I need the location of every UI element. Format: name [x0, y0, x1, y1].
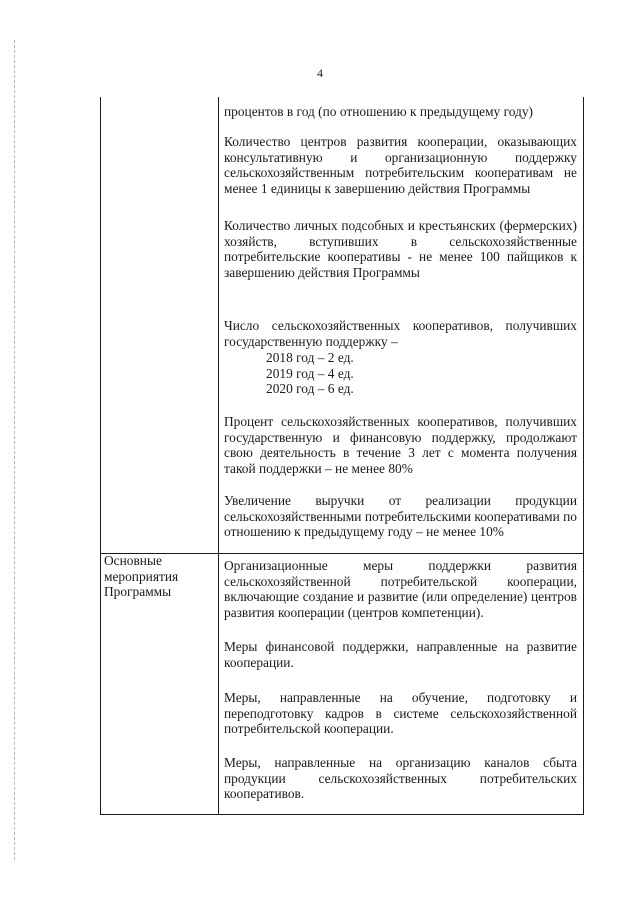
table-border-right	[583, 97, 584, 815]
measure-sales-channels: Меры, направленные на организацию каналов сбыта продукции сельскохозяйственных потребительских кооперативов.	[224, 755, 577, 802]
scan-edge-artifact	[14, 40, 16, 860]
target-revenue-growth: Увеличение выручки от реализации продукции сельскохозяйственными потребительскими кооперативами по отношению к предыдущему году – не менее 10%	[224, 493, 577, 540]
target-continuation-line: процентов в год (по отношению к предыдущему году)	[224, 104, 534, 119]
target-supported-coops-intro: Число сельскохозяйственных кооперативов, получивших государственную поддержку –	[224, 318, 577, 349]
target-cooperation-centers: Количество центров развития кооперации, оказывающих консультативную и организационную поддержку сельскохозяйственным потребительским кооперативам не менее 1 единицы к завершению действия Программы	[224, 134, 577, 196]
target-coops-survival-percent: Процент сельскохозяйственных кооперативов, получивших государственную и финансовую поддержку, продолжают свою деятельность в течение 3 лет с момента получения такой поддержки – не менее 80%	[224, 414, 577, 476]
target-year-2019: 2019 год – 4 ед.	[266, 366, 354, 381]
measure-organizational: Организационные меры поддержки развития сельскохозяйственной потребительской кооперации, включающие создание и развитие (или определение) центров развития кооперации (центров компетенции).	[224, 558, 577, 620]
main-activities-label-line: мероприятия	[104, 568, 179, 584]
main-activities-label-line: Программы	[104, 584, 172, 600]
page-number: 4	[317, 66, 323, 80]
table-border-bottom	[100, 814, 583, 815]
main-activities-label	[104, 553, 212, 600]
main-activities-label-line: Основные	[104, 553, 162, 568]
table-border-left	[100, 97, 101, 815]
target-households-joined: Количество личных подсобных и крестьянских (фермерских) хозяйств, вступивших в сельскохозяйственные потребительские кооперативы - не менее 100 пайщиков к завершению действия Программы	[224, 218, 577, 280]
target-year-2020: 2020 год – 6 ед.	[266, 381, 354, 396]
target-year-2018: 2018 год – 2 ед.	[266, 350, 354, 365]
measure-training: Меры, направленные на обучение, подготовку и переподготовку кадров в системе сельскохозяйственной потребительской кооперации.	[224, 690, 577, 737]
measure-financial: Меры финансовой поддержки, направленные на развитие кооперации.	[224, 639, 577, 670]
table-column-divider	[218, 97, 219, 815]
